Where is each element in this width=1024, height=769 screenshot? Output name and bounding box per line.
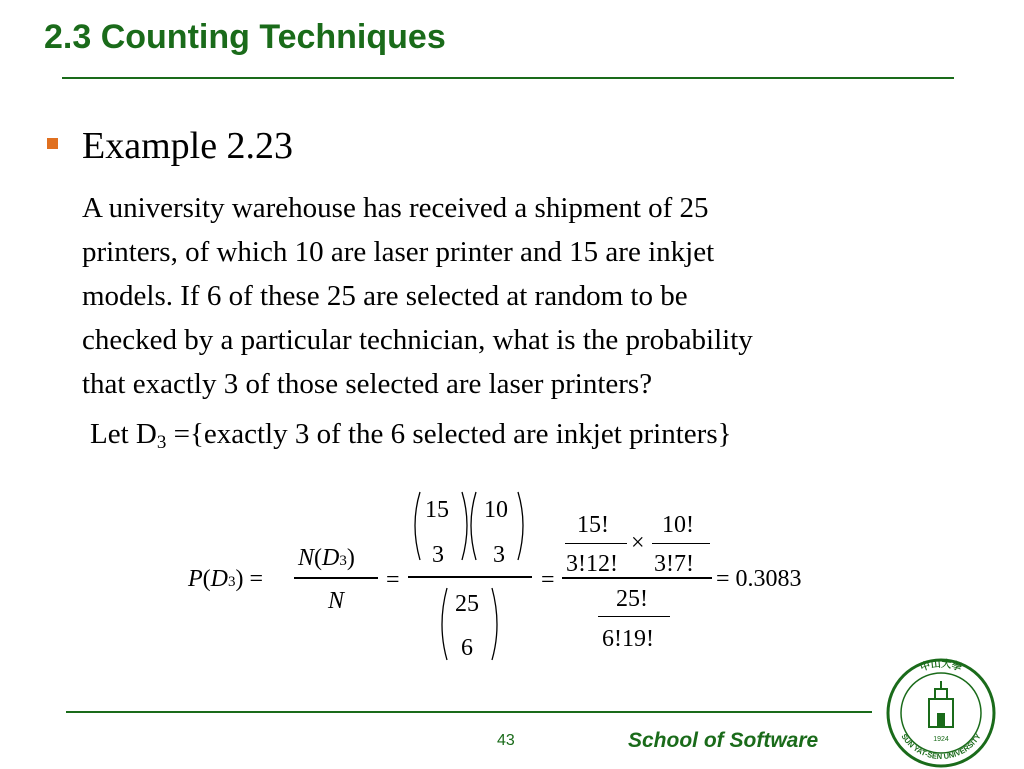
- title-divider: [62, 77, 954, 79]
- times-sign: ×: [631, 530, 645, 556]
- probability-formula: [0, 480, 1024, 670]
- equals-sign: =: [386, 567, 400, 593]
- fraction-bar: [408, 576, 532, 578]
- event-definition: Let $D_3$ ={exactly 3 of the 6 selected are inkjet printers}: [90, 418, 732, 453]
- slide-title: 2.3 Counting Techniques: [44, 18, 446, 56]
- binom-10: 10: [484, 497, 508, 523]
- binom-25: 25: [455, 591, 479, 617]
- factorial-6-19: 6!19!: [602, 626, 654, 652]
- page-number: 43: [497, 732, 515, 749]
- school-name: School of Software: [628, 729, 819, 752]
- paragraph-line: A university warehouse has received a shipment of 25: [82, 192, 709, 224]
- fraction-denominator: N: [328, 588, 345, 614]
- fraction-numerator: N(D3): [298, 545, 355, 571]
- university-logo: [885, 657, 997, 769]
- paragraph-line: checked by a particular technician, what is the probability: [82, 324, 753, 356]
- factorial-15: 15!: [577, 512, 609, 538]
- formula-lhs: P(D3) =: [188, 566, 264, 592]
- fraction-bar: [294, 577, 378, 579]
- bullet-square-icon: [47, 138, 58, 149]
- paragraph-line: models. If 6 of these 25 are selected at random to be: [82, 280, 688, 312]
- fraction-bar: [565, 543, 627, 544]
- factorial-3-12: 3!12!: [566, 551, 618, 577]
- svg-text:1924: 1924: [933, 736, 949, 743]
- binom-15: 15: [425, 497, 449, 523]
- problem-paragraph: [82, 186, 962, 406]
- binom-6: 6: [461, 635, 473, 661]
- formula-result: = 0.3083: [716, 566, 802, 592]
- paragraph-line: that exactly 3 of those selected are laser printers?: [82, 368, 653, 400]
- footer-divider: [66, 711, 872, 713]
- fraction-bar: [652, 543, 710, 544]
- factorial-3-7: 3!7!: [654, 551, 694, 577]
- example-heading: Example 2.23: [82, 125, 294, 167]
- paragraph-line: printers, of which 10 are laser printer and 15 are inkjet: [82, 236, 715, 268]
- equals-sign: =: [541, 567, 555, 593]
- fraction-bar: [562, 577, 712, 579]
- svg-text:SUN YAT-SEN UNIVERSITY: SUN YAT-SEN UNIVERSITY: [899, 732, 983, 762]
- binom-3b: 3: [493, 542, 505, 568]
- binom-3a: 3: [432, 542, 444, 568]
- factorial-10: 10!: [662, 512, 694, 538]
- factorial-25: 25!: [616, 586, 648, 612]
- svg-text:中山大學: 中山大學: [918, 658, 964, 674]
- fraction-bar: [598, 616, 670, 617]
